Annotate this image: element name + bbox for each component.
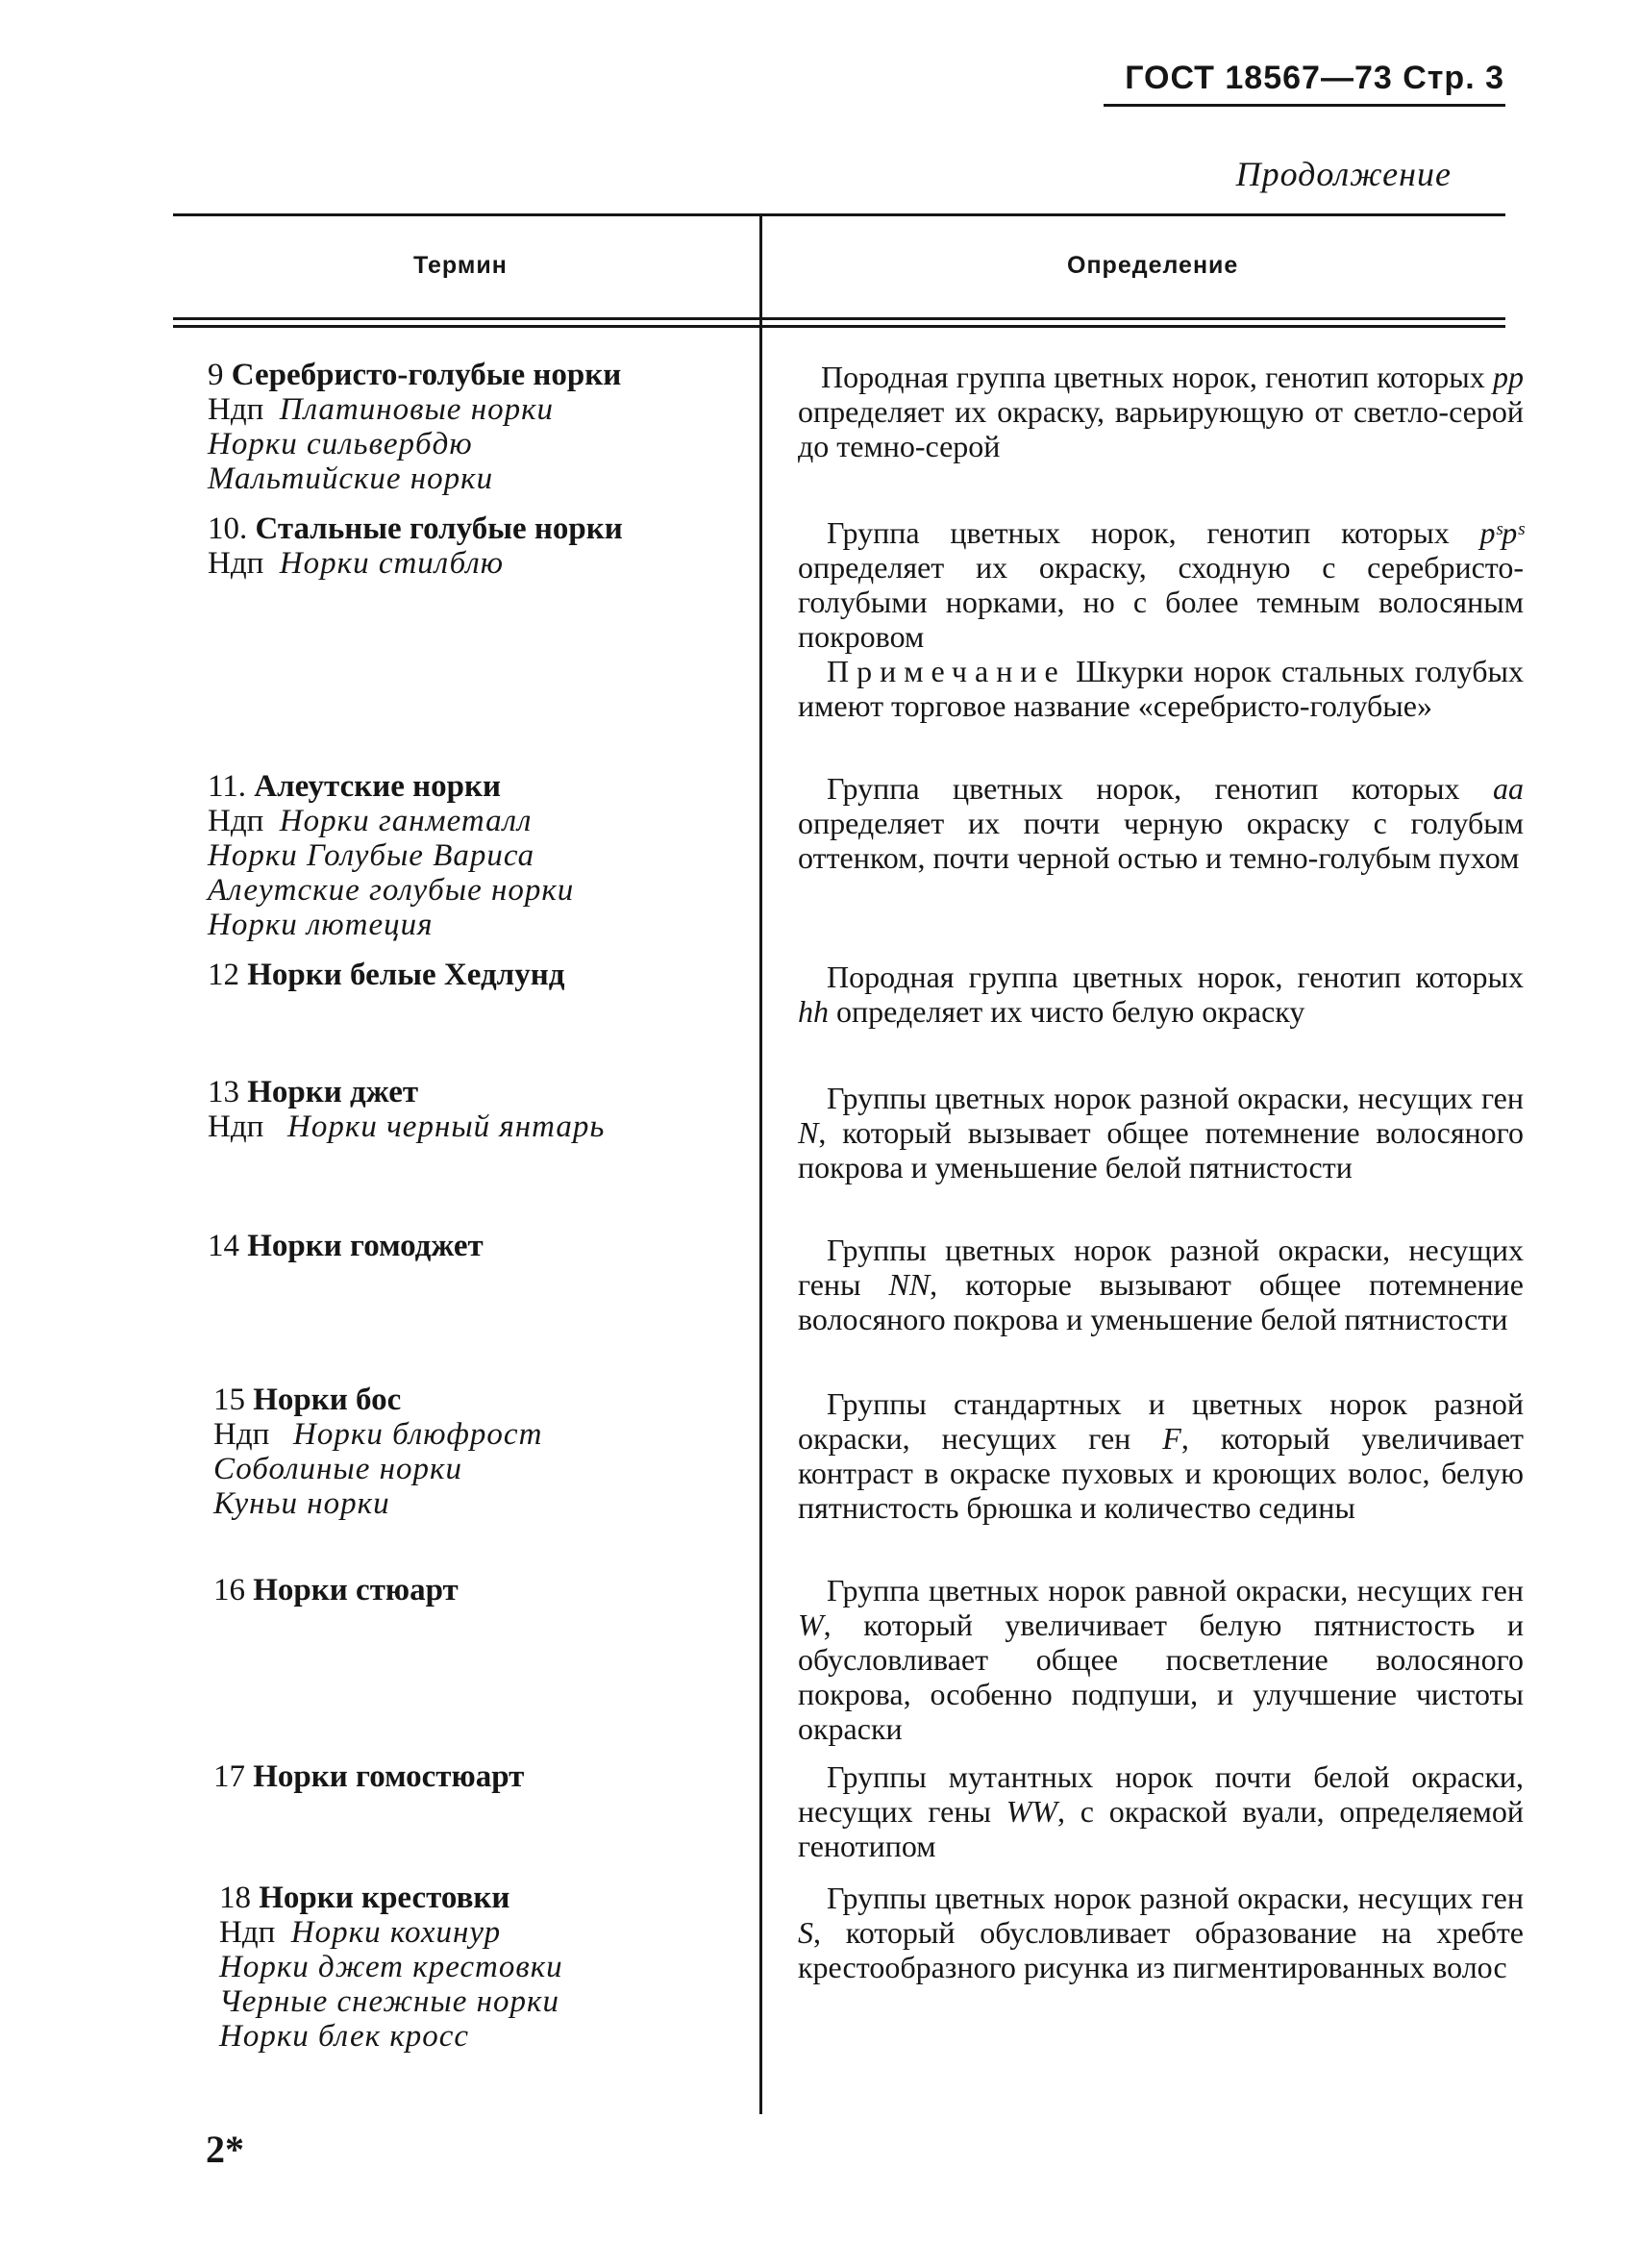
page-number: Стр. 3 xyxy=(1403,60,1504,96)
synonym: Соболиные норки xyxy=(213,1452,462,1486)
term-title: 13 Норки джет xyxy=(208,1075,419,1109)
term-cell xyxy=(213,1383,752,1521)
definition-cell: Породная группа цветных норок, генотип которых pp определяет их окраску, варьирующую от светло-серой до темно-серой xyxy=(798,360,1524,463)
term-title: 11. Алеутские норки xyxy=(208,769,502,804)
synonym: Алеутские голубые норки xyxy=(208,873,575,908)
note-label: Примечание xyxy=(827,654,1066,688)
column-header-term: Термин xyxy=(413,252,508,279)
definition-note: Примечание Шкурки норок стальных голубых имеют торговое название «серебристо-голубые» xyxy=(798,654,1524,723)
definition-cell: Группа цветных норок, генотип которых pˢpˢ определяет их окраску, сходную с серебристо-голубыми норками, но с более темным волосяным покровом xyxy=(798,515,1524,654)
term-cell xyxy=(208,769,746,942)
header-rule xyxy=(1104,104,1505,107)
table-top-rule xyxy=(173,213,1505,216)
gene-symbol: F xyxy=(1162,1421,1181,1456)
definition-cell: Группы цветных норок разной окраски, несущих гены NN, которые вызывают общее потемнение волосяного покрова и уменьшение белой пятнистости xyxy=(798,1233,1525,1336)
ndp-label: Ндп xyxy=(208,1109,264,1144)
term-title: 15 Норки бос xyxy=(213,1383,402,1417)
term-title: 9 Серебристо-голубые норки xyxy=(208,358,622,392)
synonym: Черные снежные норки xyxy=(219,1984,559,2019)
term-cell xyxy=(208,1075,746,1144)
ndp-label: Ндп xyxy=(213,1417,270,1452)
gene-symbol: WW xyxy=(1006,1794,1057,1829)
synonym: Норки кохинур xyxy=(290,1915,502,1950)
term-cell xyxy=(219,1881,757,2054)
synonym: Норки стилблю xyxy=(279,546,505,581)
gene-symbol: N xyxy=(798,1115,819,1150)
definition-cell: Группы мутантных норок почти белой окраски, несущих гены WW, с окраской вуали, определяемой генотипом xyxy=(798,1759,1524,1863)
gene-symbol: S xyxy=(798,1915,813,1950)
term-title: 14 Норки гомоджет xyxy=(208,1229,484,1263)
term-title: 10. Стальные голубые норки xyxy=(208,511,623,546)
synonym: Мальтийские норки xyxy=(208,461,494,496)
ndp-label: Ндп xyxy=(208,546,264,581)
term-cell xyxy=(208,1229,746,1263)
term-title: 17 Норки гомостюарт xyxy=(213,1759,525,1794)
definition-cell: Группы цветных норок разной окраски, несущих ген S, который обусловливает образование на хребте крестообразного рисунка из пигментированных волос xyxy=(798,1881,1524,1984)
term-cell xyxy=(213,1759,752,1794)
ndp-label: Ндп xyxy=(219,1915,276,1950)
synonym: Норки черный янтарь xyxy=(287,1109,606,1144)
gene-symbol: NN xyxy=(888,1267,931,1302)
column-header-definition: Определение xyxy=(1067,252,1239,279)
definition-cell: Группа цветных норок равной окраски, несущих ген W, который увеличивает белую пятнистость и обусловливает общее посветление волосяного покрова, особенно подпуши, и улучшение чистоты окраски xyxy=(798,1573,1524,1746)
synonym: Норки Голубые Вариса xyxy=(208,838,535,873)
synonym: Норки лютеция xyxy=(208,908,434,942)
synonym: Норки джет крестовки xyxy=(219,1950,563,1984)
synonym: Норки сильвербдю xyxy=(208,427,473,461)
ndp-label: Ндп xyxy=(208,392,264,427)
page-header xyxy=(1125,60,1504,97)
continued-label: Продолжение xyxy=(1235,155,1452,193)
synonym: Норки ганметалл xyxy=(279,804,533,838)
gene-symbol: pp xyxy=(1493,360,1524,394)
synonym: Платиновые норки xyxy=(279,392,555,427)
definition-cell: Группа цветных норок, генотип которых aa определяет их почти черную окраску с голубым оттенком, почти черной остью и темно-голубым пухом xyxy=(798,771,1524,875)
gene-symbol: W xyxy=(798,1608,824,1642)
synonym: Норки блюфрост xyxy=(293,1417,543,1452)
term-title: 18 Норки крестовки xyxy=(219,1881,510,1915)
gene-symbol: aa xyxy=(1493,771,1524,806)
table-header-rule-1 xyxy=(173,317,1505,320)
term-cell xyxy=(213,1573,752,1608)
gene-symbol: pˢpˢ xyxy=(1479,515,1524,550)
term-title: 12 Норки белые Хедлунд xyxy=(208,958,565,992)
synonym: Куньи норки xyxy=(213,1486,390,1521)
term-cell xyxy=(208,511,746,581)
standard-number: ГОСТ 18567—73 xyxy=(1125,60,1393,96)
page-signature: 2* xyxy=(206,2128,244,2171)
term-title: 16 Норки стюарт xyxy=(213,1573,459,1608)
gene-symbol: hh xyxy=(798,994,829,1029)
definition-cell: Группы стандартных и цветных норок разной окраски, несущих ген F, который увеличивает контраст в окраске пуховых и кроющих волос, белую пятнистость брюшка и количество седины xyxy=(798,1386,1524,1525)
synonym: Норки блек кросс xyxy=(219,2019,470,2054)
ndp-label: Ндп xyxy=(208,804,264,838)
definition-cell: Группы цветных норок разной окраски, несущих ген N, который вызывает общее потемнение волосяного покрова и уменьшение белой пятнистости xyxy=(798,1081,1524,1184)
term-cell xyxy=(208,358,746,496)
column-divider xyxy=(759,215,762,2114)
table-header-rule-2 xyxy=(173,325,1505,328)
term-cell xyxy=(208,958,746,992)
definition-cell: Породная группа цветных норок, генотип которых hh определяет их чисто белую окраску xyxy=(798,960,1524,1029)
